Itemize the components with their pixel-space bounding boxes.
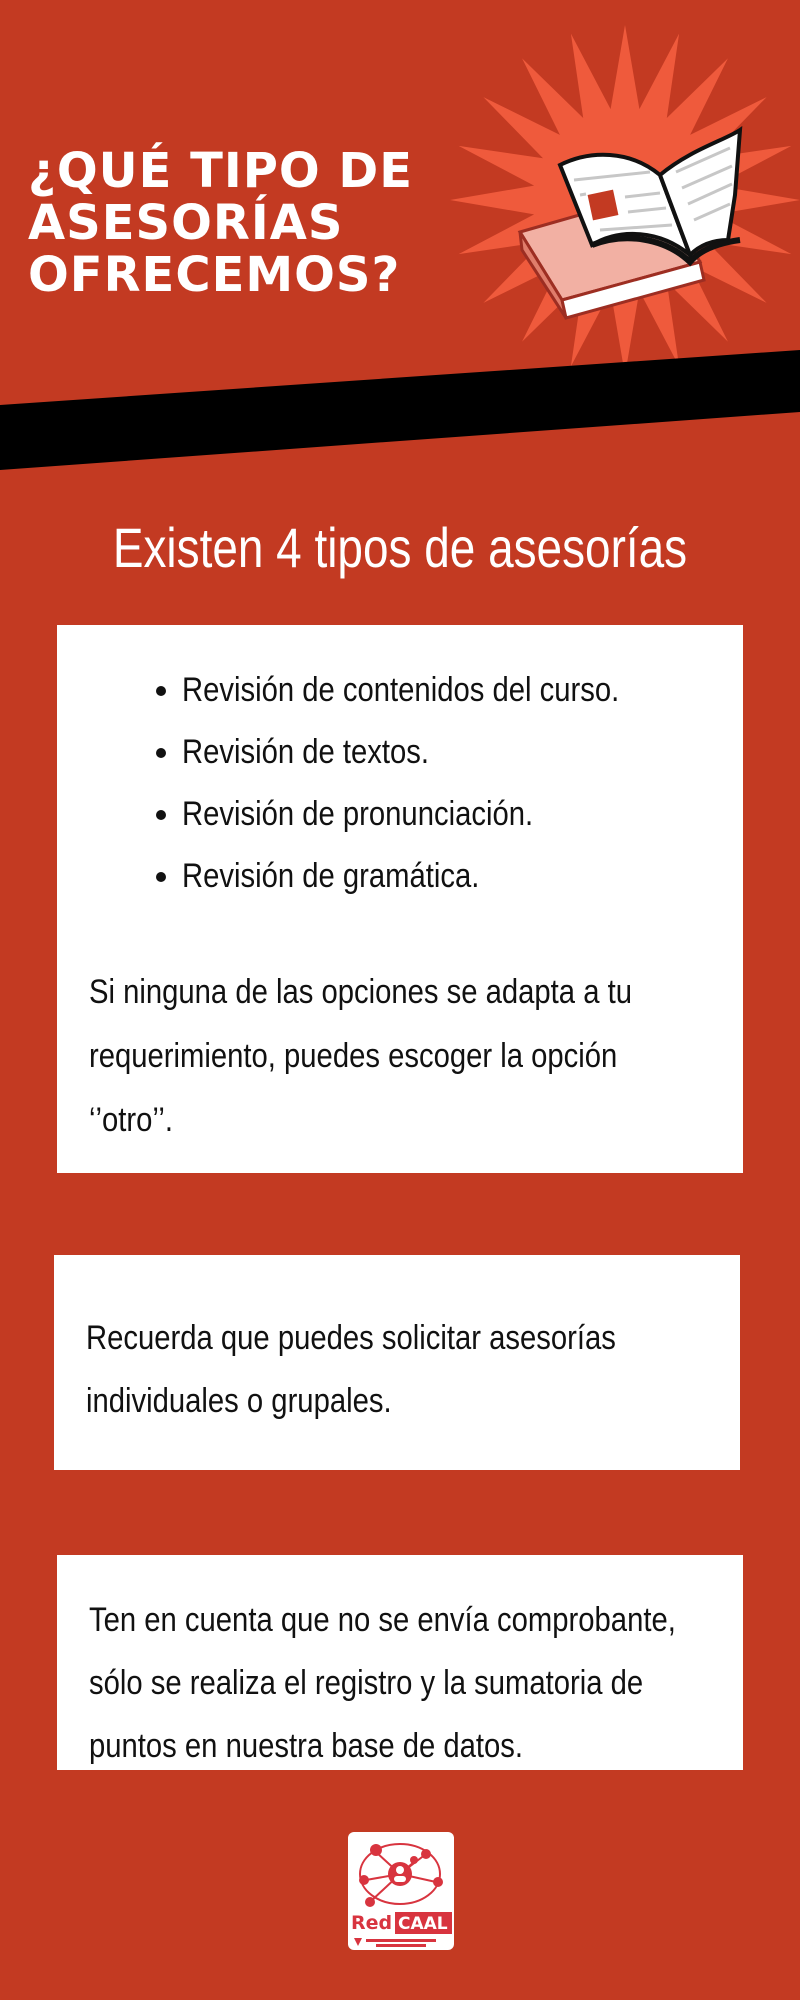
- title-line: OFRECEMOS?: [28, 247, 401, 303]
- title-line: ¿QUÉ TIPO DE: [28, 143, 414, 199]
- notice-line: Ten en cuenta que no se envía comprobante,: [89, 1601, 676, 1639]
- diagonal-band: [0, 350, 800, 480]
- brand-red-text: Red: [351, 1912, 393, 1934]
- reminder-line: individuales o grupales.: [86, 1382, 392, 1420]
- note-line: ‘’otro’’.: [89, 1101, 173, 1139]
- note-line: requerimiento, puedes escoger la opción: [89, 1037, 618, 1075]
- notice-card: [57, 1555, 743, 1770]
- list-item: Revisión de textos.: [182, 721, 690, 783]
- list-item: Revisión de contenidos del curso.: [182, 659, 690, 721]
- title-line: ASESORÍAS: [28, 195, 344, 251]
- redcaal-network-logo: [348, 1832, 454, 1950]
- consulting-types-list: [182, 659, 690, 907]
- note-line: Si ninguna de las opciones se adapta a tu: [89, 973, 632, 1011]
- notice-line: sólo se realiza el registro y la sumatoria de: [89, 1664, 644, 1702]
- consulting-types-card: [57, 625, 743, 1173]
- reminder-line: Recuerda que puedes solicitar asesorías: [86, 1319, 616, 1357]
- page-title: [28, 145, 413, 301]
- brand-white-text: CAAL: [398, 1914, 448, 1934]
- list-item: Revisión de pronunciación.: [182, 783, 690, 845]
- list-item: Revisión de gramática.: [182, 845, 690, 907]
- notice-line: puntos en nuestra base de datos.: [89, 1727, 524, 1765]
- section-heading: Existen 4 tipos de asesorías: [112, 516, 688, 579]
- other-option-note: [89, 960, 720, 1152]
- reminder-card: [54, 1255, 740, 1470]
